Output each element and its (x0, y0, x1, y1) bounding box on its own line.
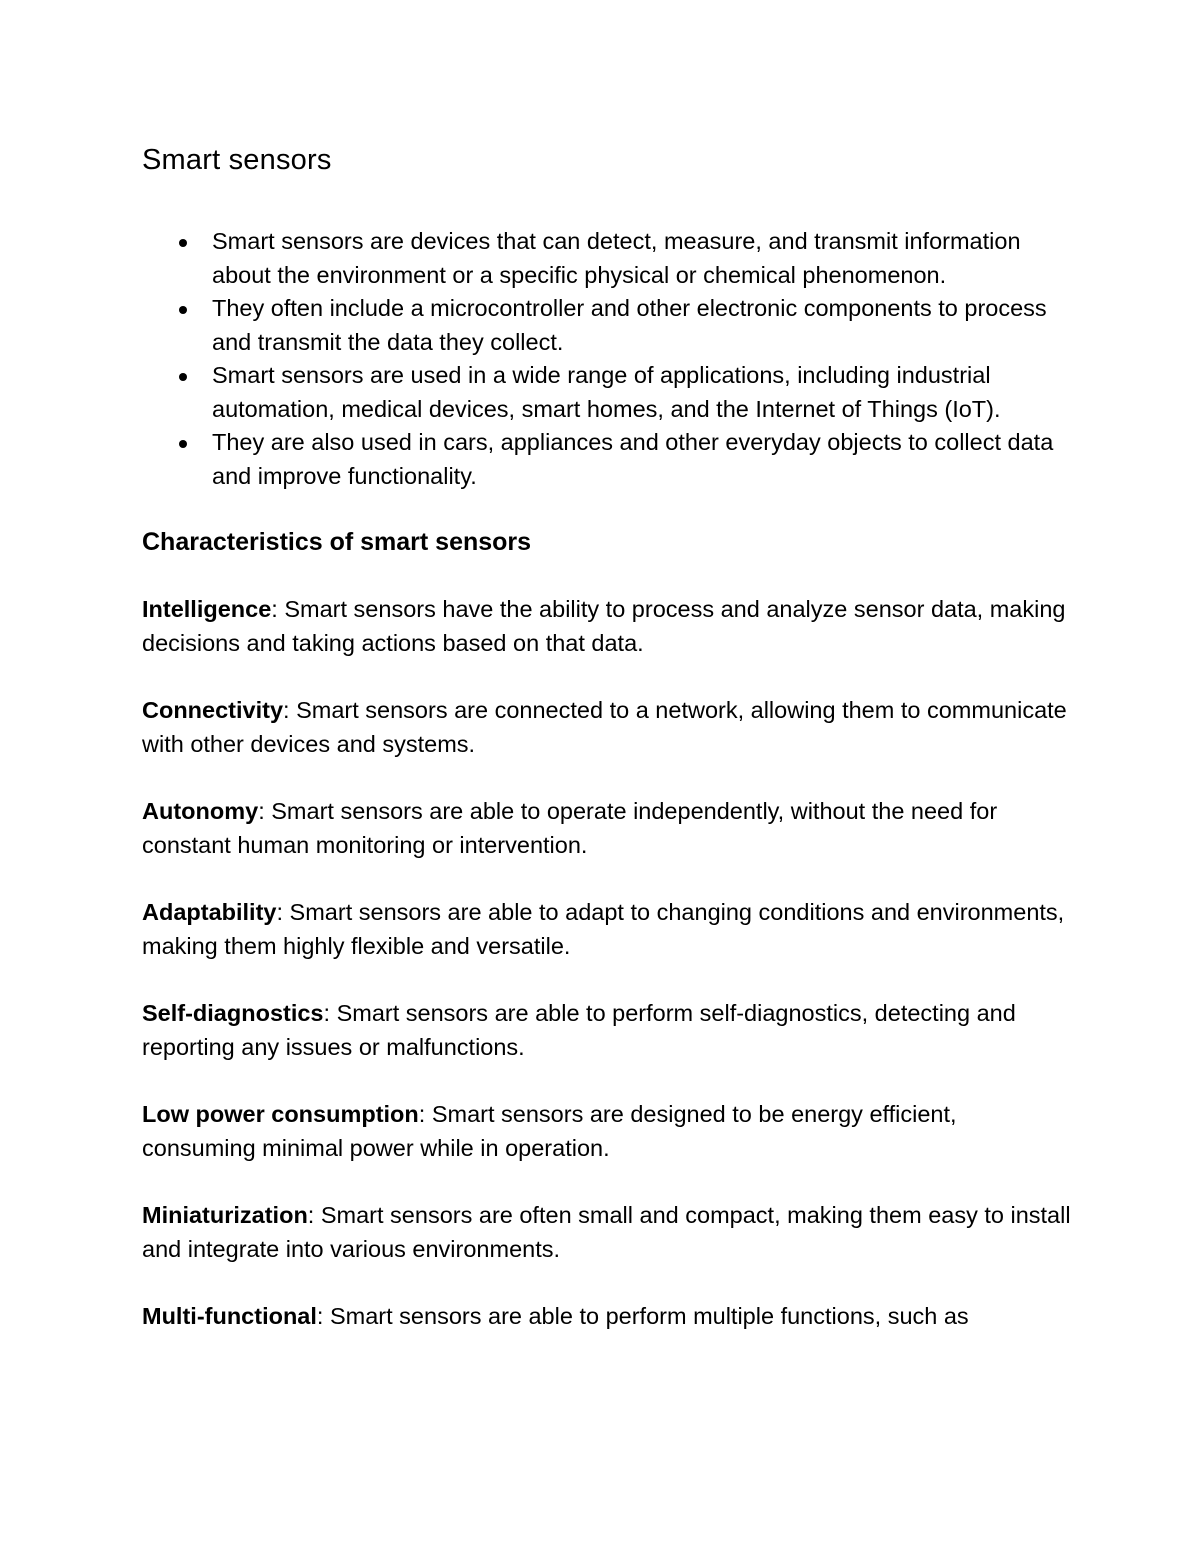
characteristic-term: Intelligence (142, 596, 272, 622)
characteristic-paragraph (142, 694, 1072, 761)
bullet-dot-icon (179, 440, 187, 448)
document-body (142, 141, 1072, 1334)
section-heading: Characteristics of smart sensors (142, 528, 532, 556)
bullet-dot-icon (179, 373, 187, 381)
characteristic-paragraph (142, 795, 1072, 862)
document-title: Smart sensors (142, 144, 332, 176)
bullet-text: They are also used in cars, appliances and other everyday objects to collect data and improve functionality. (212, 429, 1054, 489)
characteristic-paragraph (142, 593, 1072, 660)
bullet-text: Smart sensors are used in a wide range of applications, including industrial automation, medical devices, smart homes, and the Internet of Things (IoT). (212, 362, 1001, 422)
characteristic-term: Self-diagnostics (142, 1000, 324, 1026)
characteristic-description: : Smart sensors are connected to a network, allowing them to communicate with other devices and systems. (142, 697, 1067, 757)
bullet-item (142, 225, 1072, 292)
bullet-text: Smart sensors are devices that can detect, measure, and transmit information about the environment or a specific physical or chemical phenomenon. (212, 228, 1021, 288)
characteristic-term: Adaptability (142, 899, 277, 925)
characteristic-term: Multi-functional (142, 1303, 317, 1329)
characteristic-paragraph (142, 997, 1072, 1064)
characteristic-description: : Smart sensors are often small and compact, making them easy to install and integrate into various environments. (142, 1202, 1071, 1262)
characteristic-paragraph (142, 896, 1072, 963)
bullet-item (142, 426, 1072, 493)
characteristic-term: Connectivity (142, 697, 284, 723)
characteristic-description: : Smart sensors are able to perform self-diagnostics, detecting and reporting any issues or malfunctions. (142, 1000, 1016, 1060)
bullet-dot-icon (179, 239, 187, 247)
characteristic-term: Low power consumption (142, 1101, 419, 1127)
characteristic-description: : Smart sensors are able to operate independently, without the need for constant human monitoring or intervention. (142, 798, 998, 858)
bullet-item (142, 292, 1072, 359)
bullet-list (142, 225, 1072, 493)
bullet-dot-icon (179, 306, 187, 314)
bullet-text: They often include a microcontroller and other electronic components to process and transmit the data they collect. (212, 295, 1047, 355)
characteristic-paragraph (142, 1300, 1072, 1334)
bullet-item (142, 359, 1072, 426)
characteristic-description: : Smart sensors are able to perform multiple functions, such as (316, 1303, 969, 1329)
characteristic-description: : Smart sensors have the ability to process and analyze sensor data, making decisions and taking actions based on that data. (142, 596, 1066, 656)
characteristic-term: Miniaturization (142, 1202, 308, 1228)
characteristic-paragraph (142, 1098, 1072, 1165)
characteristic-description: : Smart sensors are designed to be energy efficient, consuming minimal power while in operation. (142, 1101, 957, 1161)
characteristic-term: Autonomy (142, 798, 259, 824)
characteristic-description: : Smart sensors are able to adapt to changing conditions and environments, making them highly flexible and versatile. (142, 899, 1065, 959)
characteristic-paragraph (142, 1199, 1072, 1266)
